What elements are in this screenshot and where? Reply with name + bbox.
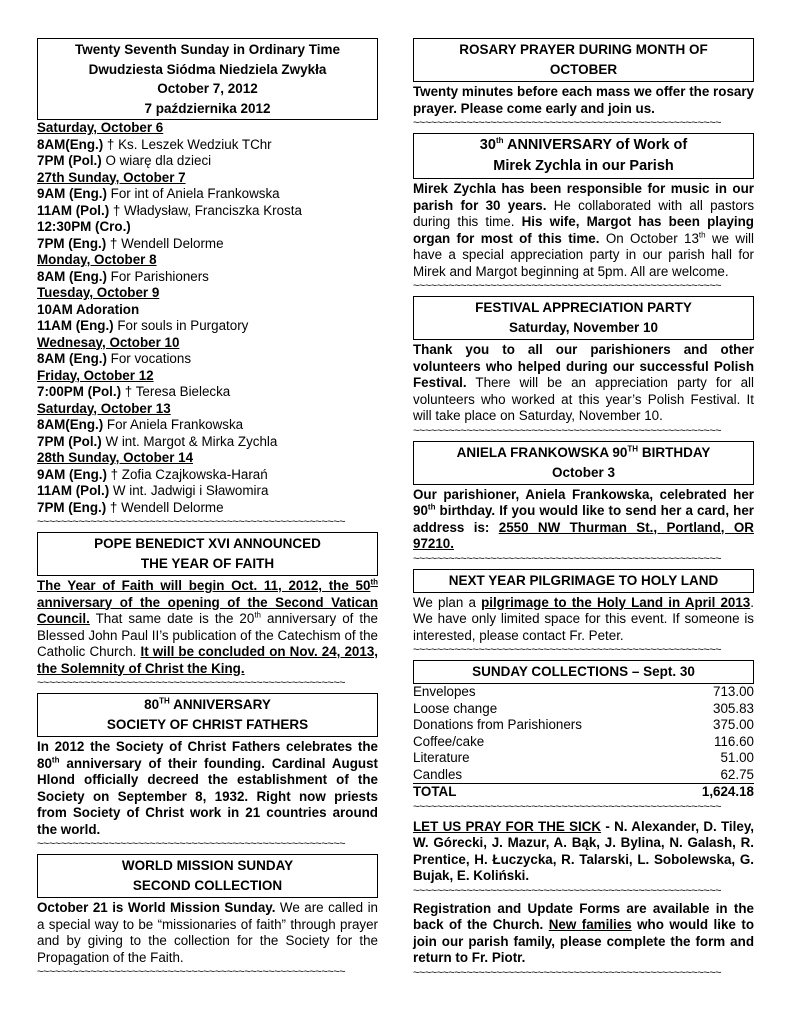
mass-time: 9AM (Eng.) <box>37 466 107 482</box>
superscript: th <box>698 230 706 240</box>
right-column <box>413 38 754 981</box>
mission-body-text: We are called in a special way to be “missionaries of faith” through prayer and by giving to the collection for the Society for the Propagation of the Faith. <box>37 900 378 965</box>
society-title-text: ANNIVERSARY <box>169 697 271 712</box>
pilgrimage-section-header <box>413 569 754 593</box>
collection-amount: 51.00 <box>720 750 754 765</box>
society-subtitle: SOCIETY OF CHRIST FATHERS <box>106 717 309 732</box>
pilgrimage-text <box>413 595 754 645</box>
mass-time: 9AM (Eng.) <box>37 186 107 201</box>
schedule-day-heading: Saturday, October 13 <box>37 400 171 416</box>
aniela-subtitle: October 3 <box>551 464 616 480</box>
mass-time: 7:00PM (Pol.) <box>37 384 122 399</box>
collection-label: Loose change <box>413 700 498 716</box>
aniela-body-text: Our parishioner, Aniela Frankowska, celebrated her 90 <box>413 486 754 518</box>
registration-new-families: New families <box>548 917 632 932</box>
collection-amount: 375.00 <box>713 717 754 732</box>
mass-time: 7PM (Pol.) <box>37 153 102 168</box>
mass-time: 12:30PM (Cro.) <box>37 219 131 234</box>
separator: ~~~~~~~~~~~~~~~~~~~~~~~~~~~~~~~~~~~~~~~~~~~~~~~~~~~~ <box>413 117 722 129</box>
aniela-section-header <box>413 441 754 485</box>
superscript: th <box>427 502 436 512</box>
collections-date: – Sept. 30 <box>628 664 695 679</box>
zychla-section-header <box>413 133 754 179</box>
separator: ~~~~~~~~~~~~~~~~~~~~~~~~~~~~~~~~~~~~~~~~~~~~~~~~~~~~ <box>37 516 346 528</box>
society-title-text: 80 <box>144 697 160 712</box>
collection-row <box>413 684 754 701</box>
mass-time: 11AM (Eng.) <box>37 318 114 333</box>
pope-text: That same date is the 20 <box>89 611 255 626</box>
collection-total-amount: 1,624.18 <box>701 784 754 799</box>
schedule-mass-entry <box>37 417 378 434</box>
superscript: th <box>254 610 261 620</box>
pope-subtitle: THE YEAR OF FAITH <box>140 556 275 571</box>
separator: ~~~~~~~~~~~~~~~~~~~~~~~~~~~~~~~~~~~~~~~~~~~~~~~~~~~~ <box>413 966 722 979</box>
collection-label: Literature <box>413 750 470 765</box>
zychla-title-text: 30 <box>479 137 496 153</box>
schedule-mass-entry <box>37 153 378 170</box>
pope-text: anniversary of the Blessed John Paul II’s publication of the Catechism of the Catholic Church. <box>37 611 378 659</box>
schedule-mass-entry <box>37 203 378 220</box>
collection-amount: 116.60 <box>714 733 754 749</box>
header-title-english: Twenty Seventh Sunday in Ordinary Time <box>74 42 341 57</box>
collection-total-row <box>413 784 754 801</box>
festival-body-text: There will be an appreciation party for all volunteers who worked at this year’s Polish Festival. It will take place on Saturday, November 10. <box>413 375 754 423</box>
pope-announcement <box>37 578 378 677</box>
bulletin-header <box>37 38 378 120</box>
pope-bold-text: anniversary of the opening of the Second Vatican Council. <box>37 594 378 626</box>
header-date-polish: 7 października 2012 <box>144 100 271 116</box>
separator: ~~~~~~~~~~~~~~~~~~~~~~~~~~~~~~~~~~~~~~~~~~~~~~~~~~~~ <box>37 677 346 689</box>
festival-bold-text: Thank you to all our parishioners and other volunteers who helped during our successful Polish Festival. <box>413 342 754 390</box>
society-text-part: anniversary of their founding. Cardinal August Hlond officially decreed the establishment of the Society on September 8, 1932. Right now priests from Society of Christ work in 21 countries around the world. <box>37 755 378 837</box>
mass-intention: † Wendell Delorme <box>106 235 224 251</box>
mass-time: 7PM (Eng.) <box>37 235 107 251</box>
schedule-mass-entry <box>37 500 378 517</box>
superscript: th <box>495 136 504 146</box>
mass-time: 11AM (Pol.) <box>37 483 110 498</box>
collection-label: Coffee/cake <box>413 733 485 749</box>
mass-intention: † Władysław, Franciszka Krosta <box>109 202 302 218</box>
schedule-mass-entry <box>37 236 378 253</box>
schedule-day-heading: 28th Sunday, October 14 <box>37 450 194 465</box>
mass-time: 8AM (Eng.) <box>37 351 107 366</box>
mission-subtitle: SECOND COLLECTION <box>132 878 283 893</box>
zychla-body-text: we will have a special appreciation party in our parish hall for Mirek and Margot beginning at 5pm. All are welcome. <box>413 230 755 279</box>
superscript: TH <box>627 444 639 453</box>
pope-bold-text: The Year of Faith will begin Oct. 11, 2012, the 50 <box>37 578 371 593</box>
mass-intention: For Parishioners <box>106 268 209 284</box>
pope-bold-text: It will be concluded on Nov. 24, 2013, the Solemnity of Christ the King. <box>37 644 378 676</box>
schedule-day-heading: Wednesay, October 10 <box>37 334 180 350</box>
collection-row <box>413 734 754 751</box>
collection-row <box>413 717 754 734</box>
mass-intention: † Wendell Delorme <box>106 499 224 515</box>
festival-subtitle: Saturday, November 10 <box>508 320 659 335</box>
mass-intention: † Zofia Czajkowska-Harań <box>106 466 268 482</box>
sick-prayer-list <box>413 819 754 885</box>
mass-intention: W int. Margot & Mirka Zychla <box>101 433 278 449</box>
mission-section-header <box>37 854 378 898</box>
schedule-mass-entry <box>37 269 378 286</box>
mass-time: 8AM(Eng.) <box>37 136 104 152</box>
mass-time: 7PM (Pol.) <box>37 433 102 449</box>
festival-text <box>413 342 754 425</box>
collection-row <box>413 701 754 718</box>
rosary-section-header <box>413 38 754 82</box>
aniela-text <box>413 487 754 553</box>
schedule-mass-entry <box>37 351 378 368</box>
separator: ~~~~~~~~~~~~~~~~~~~~~~~~~~~~~~~~~~~~~~~~~~~~~~~~~~~~ <box>413 644 722 656</box>
mass-intention: † Ks. Leszek Wedziuk TChr <box>103 136 272 152</box>
separator: ~~~~~~~~~~~~~~~~~~~~~~~~~~~~~~~~~~~~~~~~~~~~~~~~~~~~ <box>37 966 346 978</box>
mass-intention: For Aniela Frankowska <box>103 417 244 432</box>
mass-time: 8AM (Eng.) <box>37 268 107 284</box>
rosary-subtitle: OCTOBER <box>549 62 618 77</box>
collection-total-label: TOTAL <box>413 784 457 799</box>
aniela-title-text: ANIELA FRANKOWSKA 90 <box>456 444 628 460</box>
separator: ~~~~~~~~~~~~~~~~~~~~~~~~~~~~~~~~~~~~~~~~~~~~~~~~~~~~ <box>413 424 722 437</box>
separator: ~~~~~~~~~~~~~~~~~~~~~~~~~~~~~~~~~~~~~~~~~~~~~~~~~~~~ <box>413 800 722 813</box>
collection-label: Envelopes <box>413 684 476 699</box>
mass-intention: For vocations <box>106 351 192 366</box>
schedule-mass-entry <box>37 186 378 203</box>
superscript: th <box>370 577 378 587</box>
mass-intention: † Teresa Bielecka <box>121 384 231 399</box>
schedule-mass-entry <box>37 434 378 451</box>
separator: ~~~~~~~~~~~~~~~~~~~~~~~~~~~~~~~~~~~~~~~~~~~~~~~~~~~~ <box>413 884 722 897</box>
collection-amount: 62.75 <box>674 767 754 784</box>
mission-text <box>37 900 378 966</box>
mass-schedule <box>37 120 378 516</box>
schedule-mass-entry <box>37 318 378 335</box>
zychla-bold-text: His wife, Margot has been playing organ for most of this time. <box>413 214 754 246</box>
mass-time: 11AM (Pol.) <box>37 202 110 218</box>
schedule-day-heading: Tuesday, October 9 <box>37 285 160 300</box>
mission-title: WORLD MISSION SUNDAY <box>121 858 294 873</box>
schedule-day-heading: Monday, October 8 <box>37 252 157 267</box>
schedule-mass-entry <box>37 219 378 236</box>
registration-body-text: Registration and Update Forms are available in the back of the Church. <box>413 900 754 932</box>
collection-row <box>413 767 754 784</box>
superscript: th <box>51 755 60 765</box>
registration-body-text: who would like to join our parish family, please complete the form and return to Fr. Piotr. <box>413 917 755 965</box>
society-text <box>37 739 378 838</box>
aniela-title <box>416 443 751 463</box>
festival-section-header <box>413 296 754 340</box>
mass-intention: For souls in Purgatory <box>113 318 249 333</box>
zychla-title-text: ANNIVERSARY of Work of <box>503 137 688 153</box>
rosary-text: Twenty minutes before each mass we offer the rosary prayer. Please come early and join us. <box>413 84 754 116</box>
collections-table <box>413 684 754 801</box>
collections-title: SUNDAY COLLECTIONS <box>472 664 629 679</box>
zychla-body-text: He collaborated with all pastors during this time. <box>413 197 755 229</box>
header-date-english: October 7, 2012 <box>157 81 258 96</box>
separator: ~~~~~~~~~~~~~~~~~~~~~~~~~~~~~~~~~~~~~~~~~~~~~~~~~~~~ <box>413 280 722 292</box>
pilgrimage-bold-text: pilgrimage to the Holy Land in April 2013 <box>481 594 751 610</box>
mass-time: 8AM(Eng.) <box>37 417 104 432</box>
schedule-day-heading: Friday, October 12 <box>37 367 154 383</box>
schedule-mass-entry <box>37 302 378 319</box>
header-title-polish: Dwudziesta Siódma Niedziela Zwykła <box>88 61 327 77</box>
aniela-body-text: birthday. If you would like to send her a card, her address is: <box>413 503 754 535</box>
mass-time: 7PM (Eng.) <box>37 499 107 515</box>
aniela-address: 2550 NW Thurman St., Portland, OR 97210. <box>413 519 754 551</box>
pilgrimage-body-text: . We have only limited space for this event. If someone is interested, please contact Fr. Peter. <box>413 594 754 643</box>
superscript: TH <box>159 696 170 706</box>
schedule-mass-entry <box>37 137 378 154</box>
schedule-day-heading: 27th Sunday, October 7 <box>37 169 186 185</box>
pope-title: POPE BENEDICT XVI ANNOUNCED <box>94 536 321 551</box>
collection-row <box>413 750 754 767</box>
mass-time: 10AM Adoration <box>37 301 140 317</box>
collection-amount: 305.83 <box>713 700 754 716</box>
society-title <box>40 695 375 715</box>
registration-text <box>413 901 754 967</box>
sick-names: - N. Alexander, D. Tiley, W. Górecki, J. Mazur, A. Bąk, J. Bylina, N. Galash, R. Prentice, H. Łuczycka, R. Talarski, L. Sobolewska, G. Bujak, E. Koliński. <box>413 818 754 883</box>
zychla-text <box>413 181 754 280</box>
collection-label: Candles <box>413 767 674 784</box>
zychla-title <box>416 135 751 156</box>
society-text-part: In 2012 the Society of Christ Fathers celebrates the 80 <box>37 739 378 771</box>
mass-intention: For int of Aniela Frankowska <box>106 186 280 201</box>
schedule-mass-entry <box>37 483 378 500</box>
aniela-title-text: BIRTHDAY <box>638 444 711 460</box>
zychla-body-text: On October 13 <box>599 230 699 246</box>
mass-intention: W int. Jadwigi i Sławomira <box>109 483 269 498</box>
zychla-subtitle: Mirek Zychla in our Parish <box>493 158 674 174</box>
mass-intention: O wiarę dla dzieci <box>101 153 212 168</box>
sick-heading: LET US PRAY FOR THE SICK <box>413 818 602 834</box>
separator: ~~~~~~~~~~~~~~~~~~~~~~~~~~~~~~~~~~~~~~~~~~~~~~~~~~~~ <box>37 838 346 850</box>
zychla-bold-text: Mirek Zychla has been responsible for music in our parish for 30 years. <box>413 181 754 213</box>
rosary-title: ROSARY PRAYER DURING MONTH OF <box>459 42 708 57</box>
mission-bold-text: October 21 is World Mission Sunday. <box>37 900 276 915</box>
schedule-mass-entry <box>37 467 378 484</box>
collection-label: Donations from Parishioners <box>413 717 582 732</box>
separator: ~~~~~~~~~~~~~~~~~~~~~~~~~~~~~~~~~~~~~~~~~~~~~~~~~~~~ <box>413 552 722 565</box>
society-section-header <box>37 693 378 737</box>
left-column <box>37 38 378 980</box>
pilgrimage-title: NEXT YEAR PILGRIMAGE TO HOLY LAND <box>448 572 719 588</box>
schedule-mass-entry <box>37 384 378 401</box>
schedule-day-heading: Saturday, October 6 <box>37 120 164 135</box>
collections-section-header <box>413 660 754 684</box>
pilgrimage-body-text: We plan a <box>413 594 482 610</box>
collection-amount: 713.00 <box>713 684 754 699</box>
pope-section-header <box>37 532 378 576</box>
festival-title: FESTIVAL APPRECIATION PARTY <box>475 300 692 315</box>
